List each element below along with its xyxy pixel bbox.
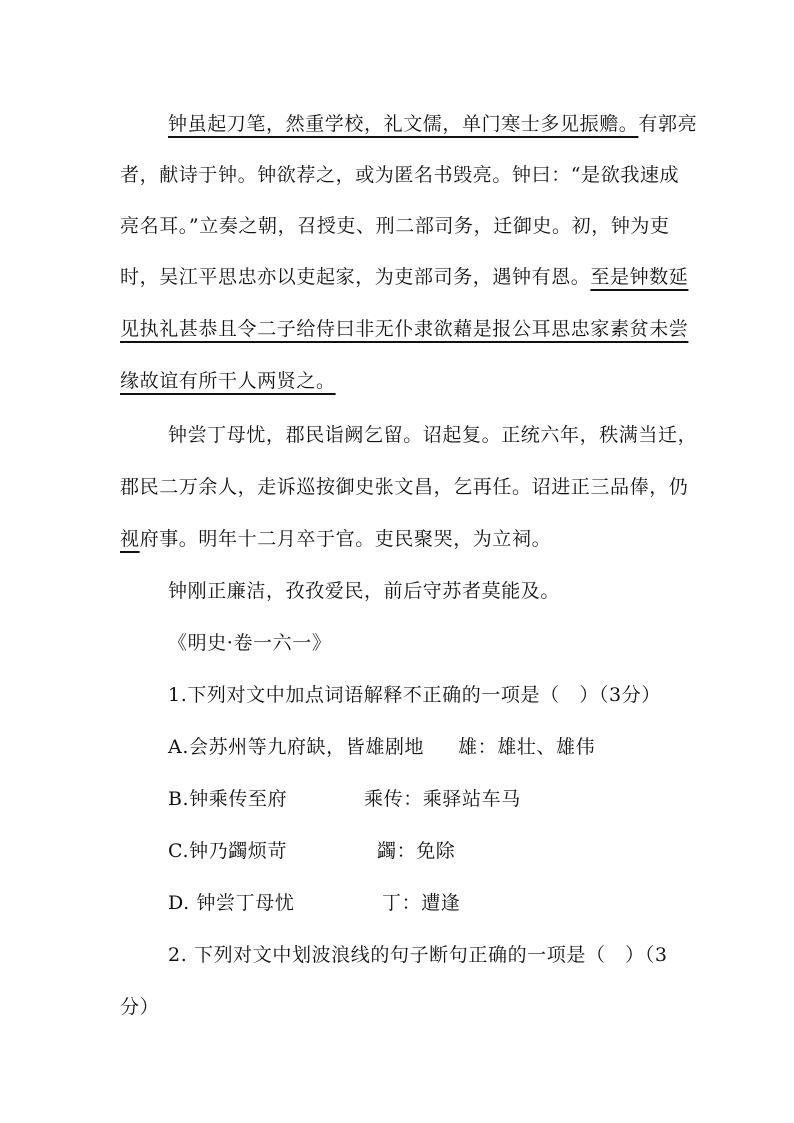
question-2-stem: 2. 下列对文中划波浪线的句子断句正确的一项是（ ）（3 [168,944,668,966]
passage-line-3: 亮名耳。”立奏之朝，召授吏、刑二部司务，迁御史。初，钟为吏 [120,215,670,237]
question-1-option-a: A.会苏州等九府缺，皆雄剧地 [168,736,425,758]
passage-line-1 [168,111,697,137]
wavy-underlined-sentence: 缘故谊有所干人两贤之。 [120,370,336,392]
question-1-option-d-gloss: 丁：遭逢 [382,892,461,914]
passage-line-7: 钟尝丁母忧，郡民诣阙乞留。诏起复。正统六年，秩满当迁， [168,424,698,446]
passage-line-8: 郡民二万余人，走诉巡按御史张文昌，乞再任。诏进正三品俸，仍 [120,476,689,498]
underlined-phrase: 钟虽起刀笔，然重学校，礼文儒，单门寒士多见振赡。 [168,113,639,135]
question-1-stem: 1.下列对文中加点词语解释不正确的一项是（ ）（3分） [168,684,661,706]
question-1-option-b: B.钟乘传至府 [168,788,288,810]
wavy-underlined-sentence: 至是钟数延 [590,266,689,288]
question-1-option-a-gloss: 雄：雄壮、雄伟 [458,736,596,758]
passage-line-4 [120,264,688,290]
question-1-option-c-gloss: 蠲：免除 [377,840,456,862]
passage-text: 时，吴江平思忠亦以吏起家，为吏部司务，遇钟有恩。 [120,266,591,288]
source-citation: 《明史·卷一六一》 [168,632,332,654]
passage-line-2: 者，献诗于钟。钟欲荐之，或为匿名书毁亮。钟曰：“是欲我速成 [120,164,680,186]
passage-text: 有郭亮 [638,113,698,135]
wavy-underlined-sentence: 见执礼甚恭且令二子给侍曰非无仆隶欲藉是报公耳思忠家素贫未尝 [120,318,689,340]
passage-line-10: 钟刚正廉洁，孜孜爱民，前后守苏者莫能及。 [168,580,561,602]
underlined-word: 视 [120,528,140,550]
question-1-option-b-gloss: 乘传：乘驿站车马 [364,788,521,810]
passage-line-9 [120,526,551,552]
question-2-stem-continued: 分） [120,996,160,1018]
question-1-option-c: C.钟乃蠲烦苛 [168,840,288,862]
question-1-option-d: D. 钟尝丁母忧 [168,892,295,914]
passage-text: 府事。明年十二月卒于官。吏民聚哭，为立祠。 [139,528,552,550]
